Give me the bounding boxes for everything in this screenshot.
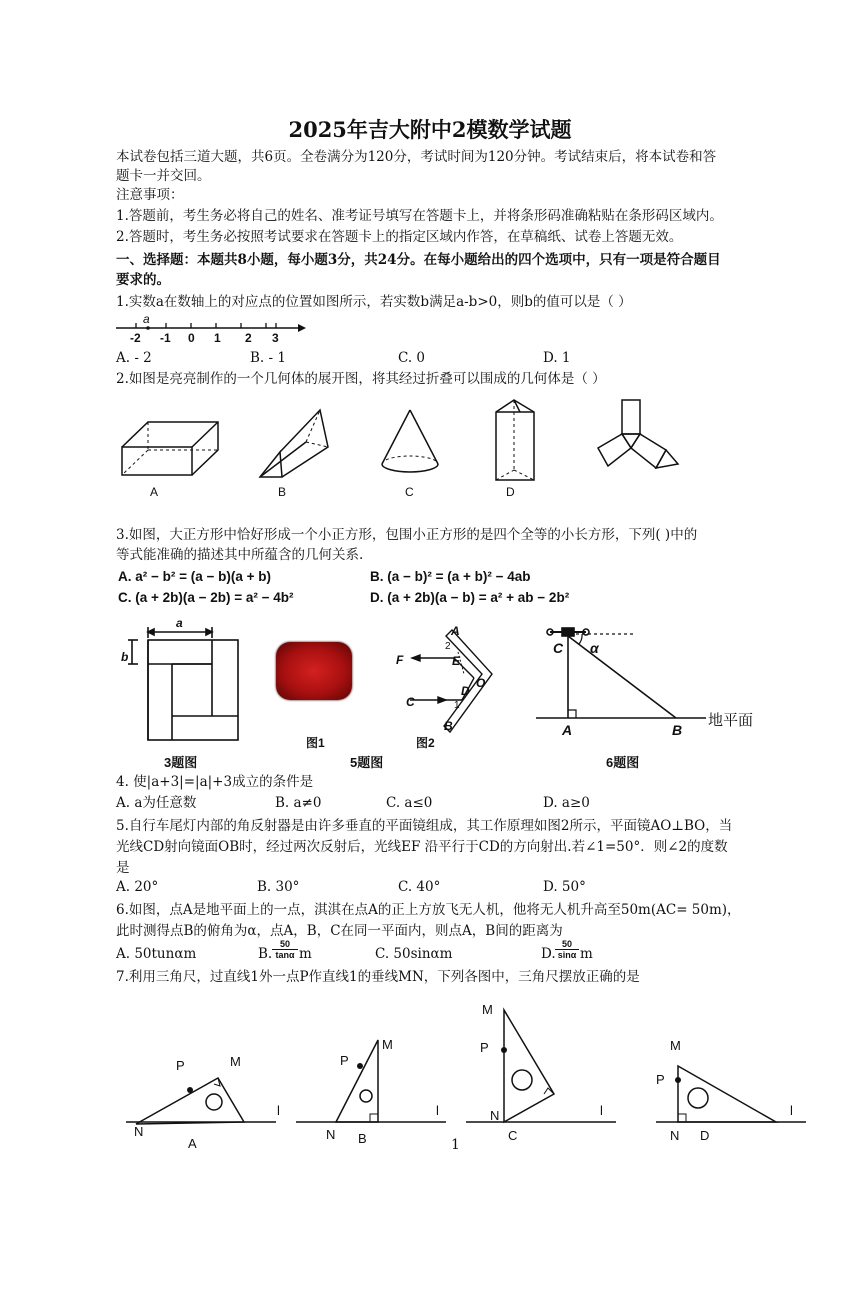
q1-option-a: A. - 2	[116, 350, 152, 366]
q1-option-b: B. - 1	[250, 350, 286, 366]
q5-label-b: B	[444, 719, 453, 733]
q3-stem-2: 等式能准确的描述其中所蕴含的几何关系.	[116, 547, 364, 563]
q2-label-b: B	[278, 485, 287, 499]
q3-option-a: A. a² − b² = (a − b)(a + b)	[118, 569, 272, 584]
q2-label-d: D	[506, 485, 515, 499]
q7b-label-p: P	[340, 1053, 349, 1068]
q7b-label-n: N	[326, 1127, 336, 1142]
q5-stem-2: 光线CD射向镜面OB时，经过两次反射后，光线EF 沿平行于CD的方向射出.若∠1=50°．则∠2的度数	[116, 839, 728, 855]
q5-option-c: C. 40°	[398, 879, 441, 895]
q5-stem-1: 5.自行车尾灯内部的角反射器是由许多垂直的平面镜组成，其工作原理如图2所示，平面镜AO⊥BO，当	[116, 818, 733, 834]
q6-option-b-numerator: 50	[272, 939, 298, 950]
q4-option-d: D. a≥0	[543, 795, 590, 811]
q1-tick-label: 3	[272, 331, 279, 345]
q2-label-c: C	[405, 485, 414, 499]
q7a-label-n: N	[134, 1124, 144, 1139]
q4-option-b: B. a≠0	[275, 795, 322, 811]
q5-label-d: D	[461, 684, 470, 698]
q7c-label-p: P	[480, 1040, 489, 1055]
q5-label-o: O	[476, 676, 486, 690]
q6-stem-2: 此时测得点B的俯角为α，点A，B，C在同一平面内，则点A，B间的距离为	[116, 923, 563, 939]
q4-stem: 4. 使|a+3|=|a|+3成立的条件是	[116, 774, 314, 790]
q4-option-c: C. a≤0	[386, 795, 433, 811]
q6-option-b-fraction	[272, 939, 298, 960]
intro-line-2: 题卡一并交回。	[116, 168, 211, 184]
q7a-label-m: M	[230, 1054, 241, 1069]
q3-option-d: D. (a + 2b)(a − b) = a² + ab − 2b²	[370, 590, 570, 605]
q1-point-a: a	[143, 312, 150, 326]
q5-label-e: E	[452, 654, 461, 668]
q5-label-angle-2: 2	[445, 641, 451, 652]
q6-label-c: C	[553, 640, 564, 656]
q7d-label-l: l	[790, 1103, 793, 1118]
q5-option-a: A. 20°	[116, 879, 159, 895]
q3-fig-b: b	[121, 650, 129, 664]
q3-stem-1: 3.如图，大正方形中恰好形成一个小正方形，包围小正方形的是四个全等的小长方形，下列( )中的	[116, 527, 698, 543]
q5-label-f: F	[396, 653, 404, 667]
q6-label-b: B	[672, 722, 683, 738]
q6-option-a: A. 50tunαm	[116, 946, 197, 962]
q2-label-a: A	[150, 485, 159, 499]
q1-tick-label: -2	[130, 331, 141, 345]
q1-stem: 1.实数a在数轴上的对应点的位置如图所示，若实数b满足a-b>0，则b的值可以是（ ）	[116, 294, 632, 310]
tail-light-photo	[276, 642, 352, 700]
q5-stem-3: 是	[116, 860, 130, 876]
q6-option-d-unit: m	[580, 946, 593, 962]
q2-figures	[110, 392, 690, 502]
q7-stem: 7.利用三角尺，过直线1外一点P作直线1的垂线MN，下列各图中，三角尺摆放正确的是	[116, 969, 640, 985]
q5-caption: 5题图	[350, 755, 384, 770]
notice-heading: 注意事项：	[116, 187, 184, 203]
fig5-diagram-2-label: 图2	[416, 736, 435, 750]
q6-option-d-numerator: 50	[555, 939, 579, 950]
q3-option-c: C. (a + 2b)(a − 2b) = a² − 4b²	[118, 590, 294, 605]
notice-item-2: 2.答题时，考生务必按照考试要求在答题卡上的指定区域内作答，在草稿纸、试卷上答题无效。	[116, 229, 683, 245]
q7c-label-n: N	[490, 1108, 500, 1123]
q1-option-c: C. 0	[398, 350, 426, 366]
q7a-label-l: l	[277, 1103, 280, 1118]
q6-label-alpha: α	[590, 640, 599, 656]
page-number: 1	[451, 1137, 460, 1153]
q5-option-b: B. 30°	[257, 879, 300, 895]
q6-option-d-denominator: sinα	[557, 950, 577, 960]
q7c-label-m: M	[482, 1002, 493, 1017]
q7d-label-n: N	[670, 1128, 680, 1143]
q7a-label-p: P	[176, 1058, 185, 1073]
q3-fig-a: a	[176, 616, 183, 630]
q3-caption: 3题图	[164, 755, 198, 770]
notice-item-1: 1.答题前，考生务必将自己的姓名、准考证号填写在答题卡上，并将条形码准确粘贴在条形码区域内。	[116, 208, 723, 224]
q6-drone-diagram	[536, 622, 706, 727]
q7-label-b: B	[358, 1131, 367, 1146]
q7-label-a: A	[188, 1136, 197, 1151]
section-1-heading-cont: 要求的。	[116, 272, 170, 288]
q6-stem-1: 6.如图，点A是地平面上的一点，淇淇在点A的正上方放飞无人机，他将无人机升高至50m(AC= 50m)，	[116, 902, 741, 918]
fig5-image-1-label: 图1	[306, 736, 325, 750]
exam-title: 2025年吉大附中2模数学试题	[288, 117, 572, 142]
q7d-label-p: P	[656, 1072, 665, 1087]
q5-label-a: A	[451, 624, 460, 638]
q2-stem: 2.如图是亮亮制作的一个几何体的展开图，将其经过折叠可以围成的几何体是（ ）	[116, 371, 606, 387]
q3-option-b: B. (a − b)² = (a + b)² − 4ab	[370, 569, 531, 584]
q6-caption: 6题图	[606, 755, 640, 770]
q7-label-c: C	[508, 1128, 518, 1143]
q7b-label-l: l	[436, 1103, 439, 1118]
q5-label-angle-1: 1	[454, 700, 460, 711]
q7c-label-l: l	[600, 1103, 603, 1118]
q1-option-d: D. 1	[543, 350, 571, 366]
q6-option-b-denominator: tanα	[275, 950, 295, 960]
q6-option-d-fraction	[555, 939, 579, 960]
q5-label-c: C	[406, 695, 415, 709]
q7b-label-m: M	[382, 1037, 393, 1052]
q3-figure	[120, 618, 245, 746]
q1-tick-label: -1	[160, 331, 171, 345]
q7-label-d: D	[700, 1128, 710, 1143]
q6-ground-label: 地平面	[708, 711, 754, 729]
q6-option-b-unit: m	[299, 946, 312, 962]
q6-option-b-prefix: B.	[258, 946, 273, 962]
q1-tick-label: 0	[188, 331, 195, 345]
q7d-label-m: M	[670, 1038, 681, 1053]
intro-line-1: 本试卷包括三道大题，共6页。全卷满分为120分，考试时间为120分钟。考试结束后，将本试卷和答	[116, 149, 717, 165]
q6-option-d-prefix: D.	[541, 946, 556, 962]
q6-option-c: C. 50sinαm	[375, 946, 453, 962]
q5-option-d: D. 50°	[543, 879, 586, 895]
q1-tick-label: 1	[214, 331, 221, 345]
section-1-heading: 一、选择题：本题共8小题，每小题3分，共24分。在每小题给出的四个选项中，只有一项是符合题目	[116, 252, 721, 268]
q4-option-a: A. a为任意数	[116, 795, 197, 811]
q1-tick-label: 2	[245, 331, 252, 345]
q6-label-a: A	[562, 722, 573, 738]
